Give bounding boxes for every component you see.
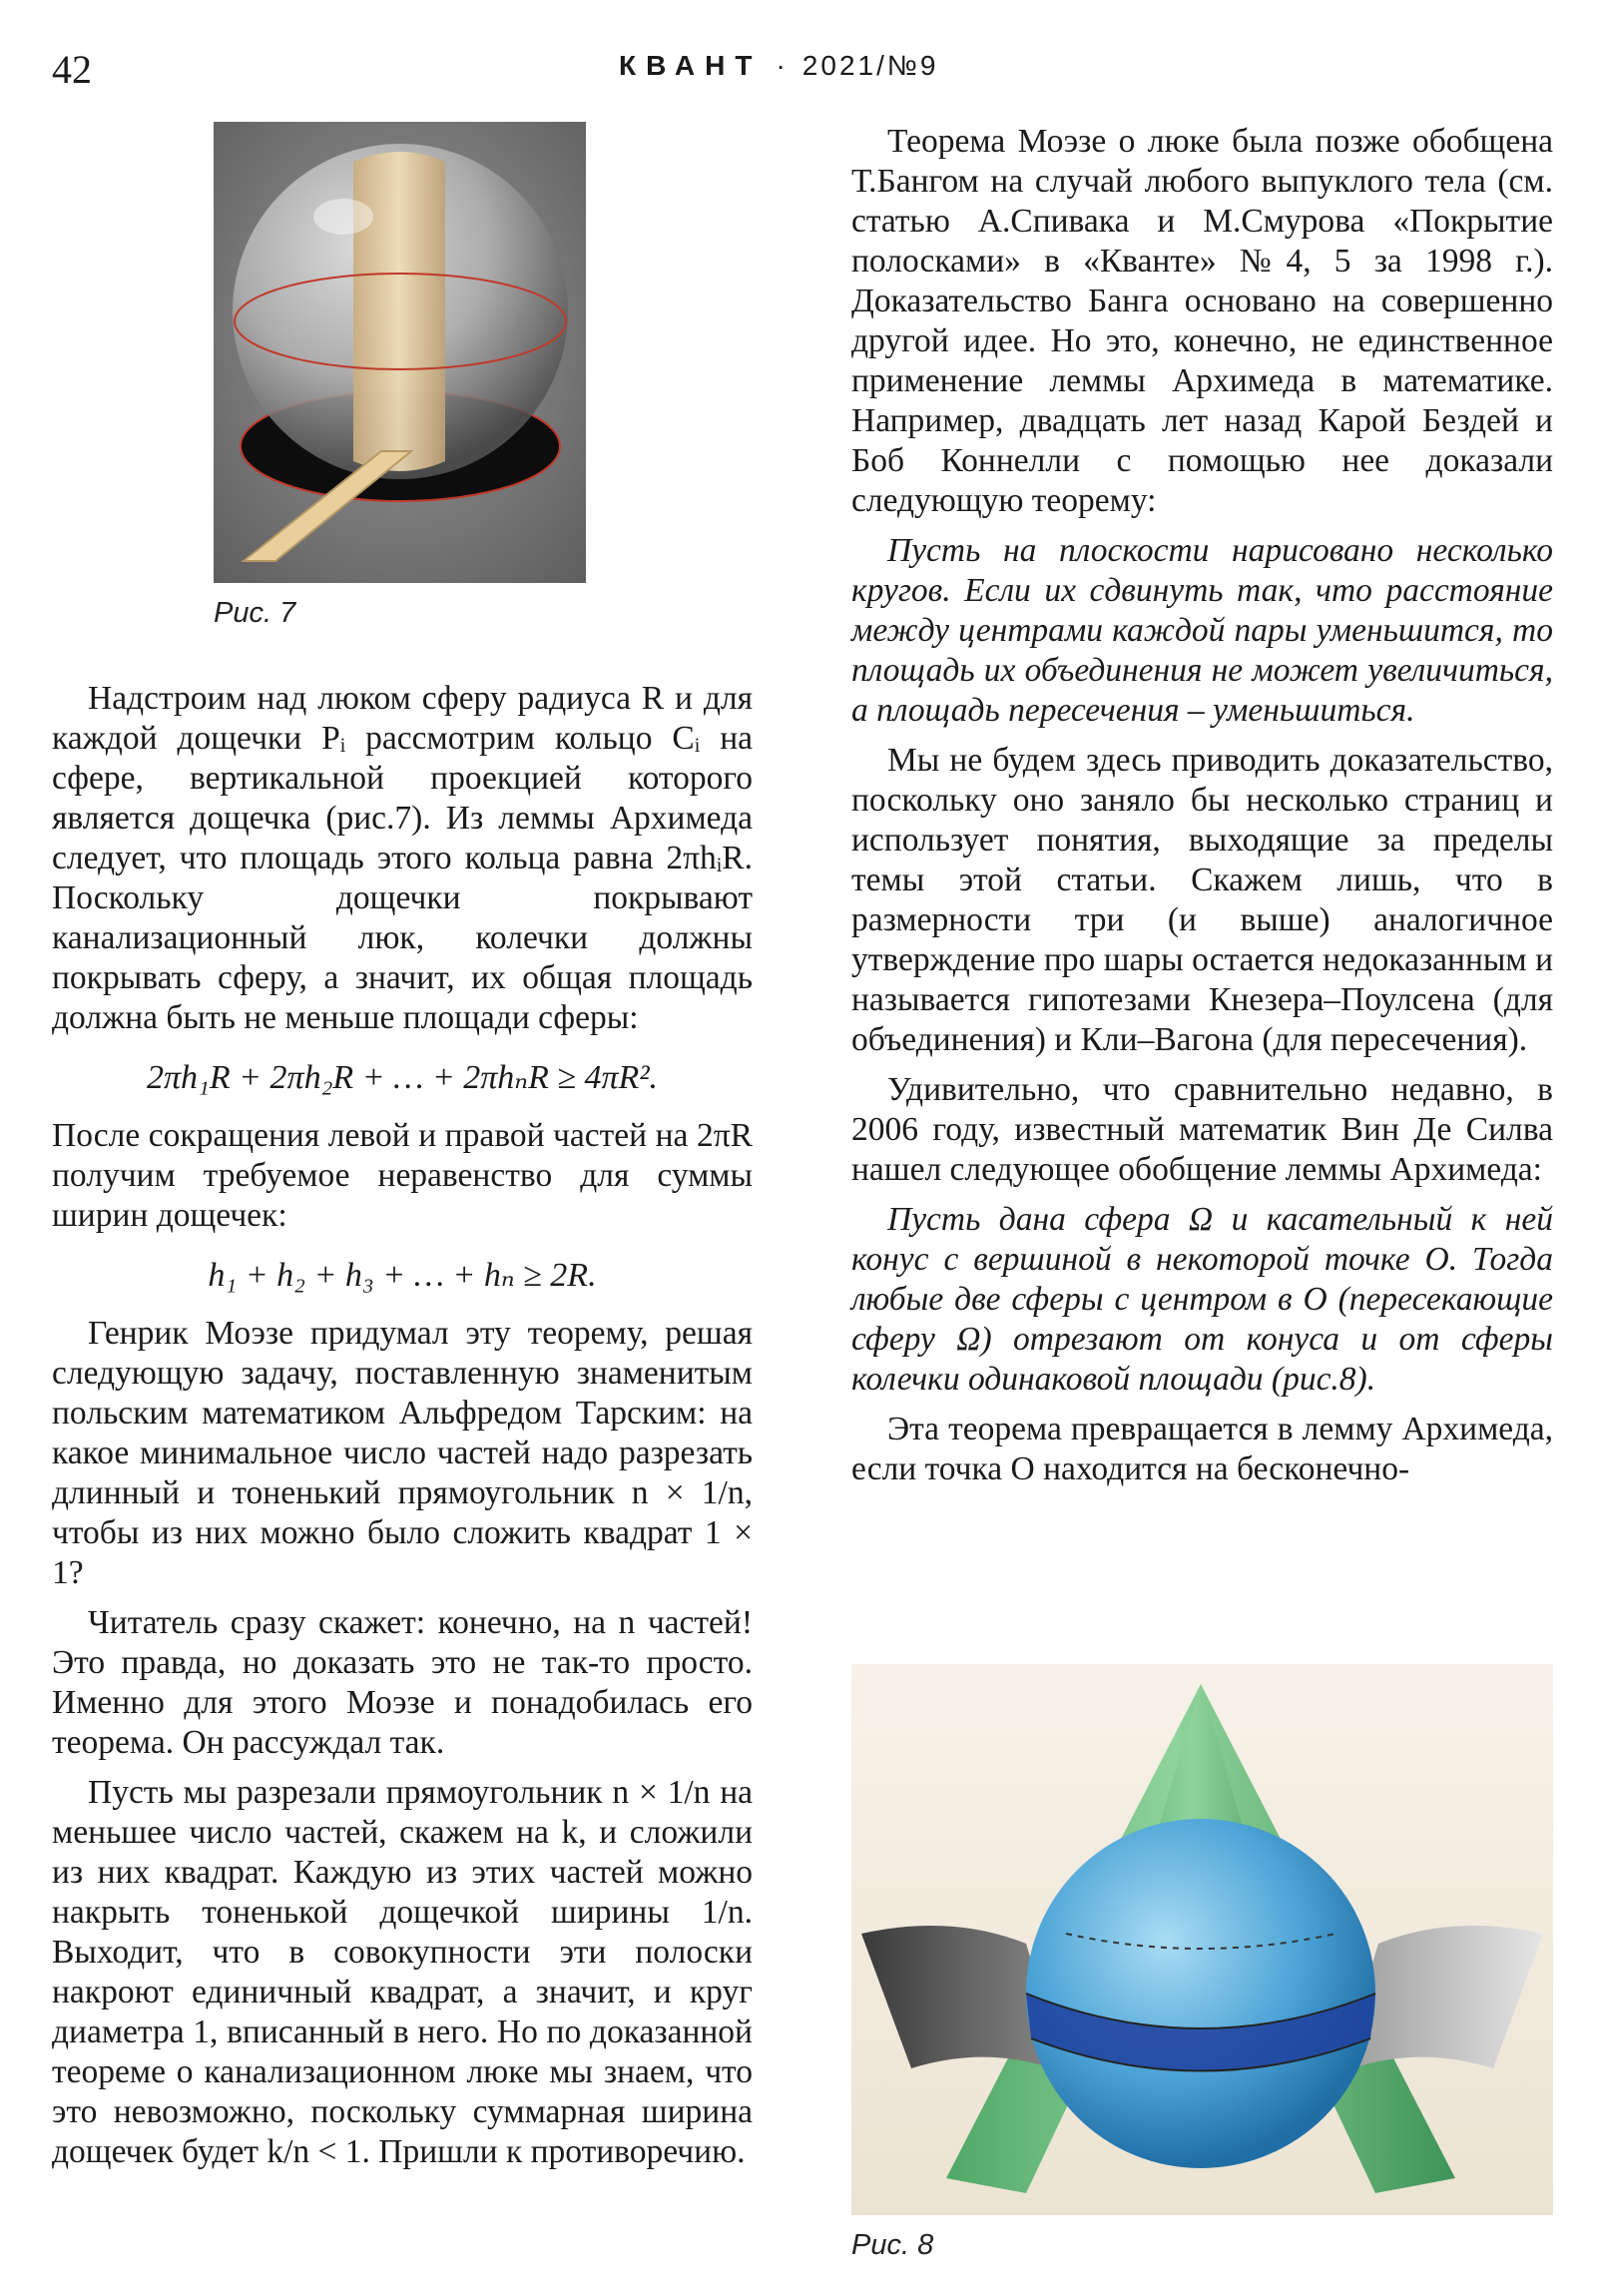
paragraph: Генрик Моэзе придумал эту теорему, решая следующую задачу, поставленную знаменитым польским математиком Альфредом Тарским: на какое минимальное число частей надо разрезать длинный и тоненький прямоугольник n × 1/n, чтобы из них можно было сложить квадрат 1 × 1?: [52, 1315, 753, 1591]
formula-sum-rings: 2πh₁R + 2πh₂R + … + 2πhₙR ≥ 4πR².: [146, 1059, 659, 1096]
left-column: [52, 679, 753, 2182]
journal-title: КВАНТ: [619, 50, 763, 81]
figure-7: [214, 122, 586, 583]
paragraph: Пусть мы разрезали прямоугольник n × 1/n на меньшее число частей, скажем на k, и сложили из них квадрат. Каждую из этих частей можно накрыть тоненькой дощечкой ширины 1/n. Выходит, что в совокупности эти полоски накроют единичный квадрат, а значит, и круг диаметра 1, вписанный в него. Но по доказанной теореме о канализационном люке мы знаем, что это невозможно, поскольку суммарная ширина дощечек будет k/n < 1. Пришли к противоречию.: [52, 1774, 753, 2170]
cone-sphere-rings-icon: [851, 1664, 1553, 2215]
paragraph: Теорема Моэзе о люке была позже обобщена Т.Бангом на случай любого выпуклого тела (см. статью А.Спивака и М.Смурова «Покрытие полосками» в «Кванте» №4, 5 за 1998 г.). Доказательство Банга основано на совершенно другой идее. Но это, конечно, не единственное применение леммы Архимеда в математике. Например, двадцать лет назад Карой Бездей и Боб Коннелли с помощью нее доказали следующую теорему:: [851, 123, 1553, 519]
formula-sum-widths: h₁ + h₂ + h₃ + … + hₙ ≥ 2R.: [208, 1257, 597, 1294]
paragraph: Читатель сразу скажет: конечно, на n частей! Это правда, но доказать это не так-то просто. Именно для этого Моэзе и понадобилась его теорема. Он рассуждал так.: [52, 1604, 753, 1761]
figure-8: [851, 1664, 1553, 2215]
theorem-bezdek-connelly: Пусть на плоскости нарисовано несколько кругов. Если их сдвинуть так, что расстояние между центрами каждой пары уменьшится, то площадь их объединения не может увеличиться, а площадь пересечения – уменьшиться.: [851, 532, 1553, 729]
theorem-de-silva: Пусть дана сфера Ω и касательный к ней конус с вершиной в некоторой точке O. Тогда любые две сферы с центром в O (пересекающие сферу Ω) отрезают от конуса и от сферы колечки одинаковой площади (рис.8).: [851, 1201, 1553, 1398]
figure-7-caption: Рис. 7: [214, 597, 296, 629]
figure-8-caption: Рис. 8: [851, 2229, 934, 2261]
paragraph: Удивительно, что сравнительно недавно, в 2006 году, известный математик Вин Де Силва нашел следующее обобщение леммы Архимеда:: [851, 1071, 1553, 1188]
paragraph: Надстроим над люком сферу радиуса R и для каждой дощечки Pᵢ рассмотрим кольцо Cᵢ на сфере, вертикальной проекцией которого является дощечка (рис.7). Из леммы Архимеда следует, что площадь этого кольца равна 2πhᵢR. Поскольку дощечки покрывают канализационный люк, колечки должны покрывать сферу, а значит, их общая площадь должна быть не меньше площади сферы:: [52, 680, 753, 1036]
sphere-with-strip-icon: [214, 122, 586, 583]
issue-number: 2021/№9: [801, 50, 939, 81]
right-column: [851, 122, 1553, 1499]
page-number: 42: [52, 47, 92, 92]
running-header: КВАНТ · 2021/№9: [619, 50, 939, 81]
paragraph: Эта теорема превращается в лемму Архимеда, если точка O находится на бесконечно-: [851, 1411, 1553, 1487]
paragraph: Мы не будем здесь приводить доказательство, поскольку оно заняло бы несколько страниц и использует понятия, выходящие за пределы темы этой статьи. Скажем лишь, что в размерности три (и выше) аналогичное утверждение про шары остается недоказанным и называется гипотезами Кнезера–Поулсена (для объединения) и Кли–Вагона (для пересечения).: [851, 742, 1553, 1058]
paragraph: После сокращения левой и правой частей на 2πR получим требуемое неравенство для суммы ширин дощечек:: [52, 1117, 753, 1234]
